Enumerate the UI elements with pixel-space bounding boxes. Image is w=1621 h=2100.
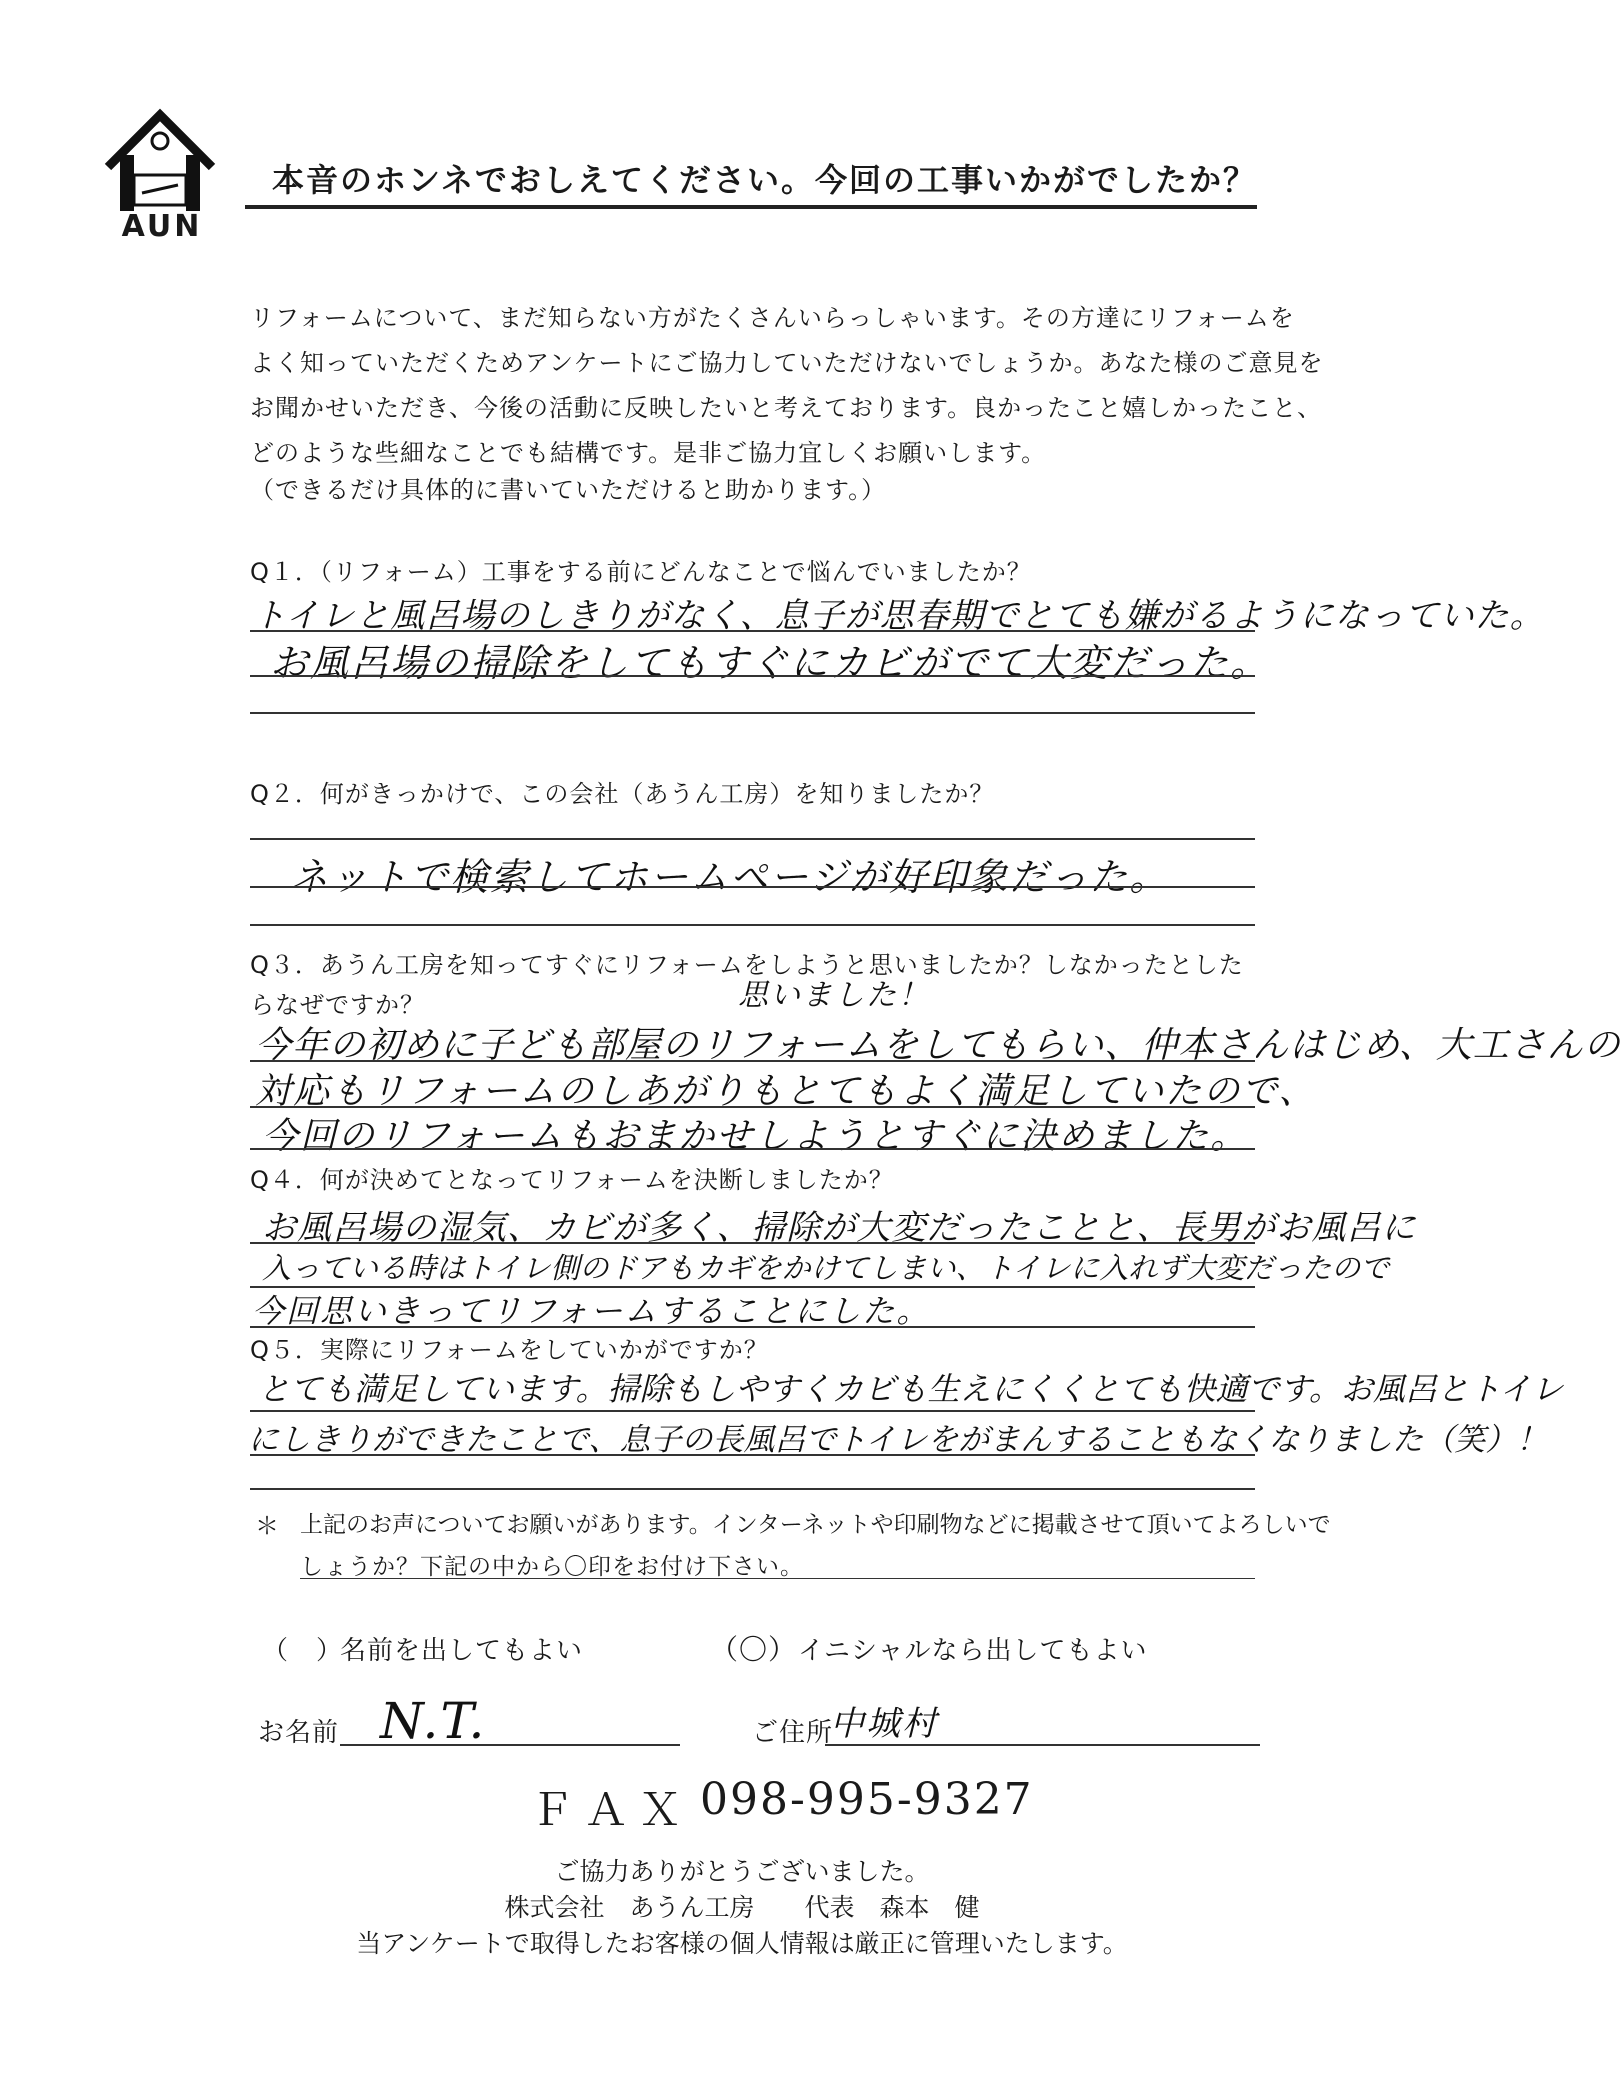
answer-rule <box>250 1242 1255 1244</box>
name-label: お名前 <box>258 1718 340 1748</box>
answer-3-line: 今回のリフォームもおまかせしようとすぐに決めました。 <box>262 1116 1249 1157</box>
intro-line: よく知っていただくためアンケートにご協力していただけないでしょうか。あなた様のご意見を <box>250 349 1324 377</box>
answer-rule <box>250 1488 1255 1490</box>
name-field-underline <box>340 1744 680 1746</box>
fax-label: ＦＡＸ <box>530 1785 692 1836</box>
name-value[interactable]: N.T. <box>380 1692 487 1750</box>
answer-rule <box>250 924 1255 926</box>
intro-line: どのような些細なことでも結構です。是非ご協力宜しくお願いします。 <box>250 439 1047 467</box>
address-label: ご住所 <box>752 1718 834 1748</box>
question-3: Q３．あうん工房を知ってすぐにリフォームをしようと思いましたか？しなかったとした <box>250 951 1244 979</box>
answer-3-note: 思いました！ <box>738 978 930 1013</box>
question-1: Q１．（リフォーム）工事をする前にどんなことで悩んでいましたか？ <box>250 558 1032 586</box>
question-4: Q４．何が決めてとなってリフォームを決断しましたか？ <box>250 1166 894 1194</box>
answer-rule <box>250 838 1255 840</box>
permission-underline <box>300 1578 1255 1579</box>
question-2: Q２．何がきっかけで、この会社（あうん工房）を知りましたか？ <box>250 780 995 808</box>
address-value[interactable]: 中城村 <box>830 1704 938 1744</box>
answer-5-line: とても満足しています。掃除もしやすくカビも生えにくくとても快適です。お風呂とトイレ <box>258 1370 1564 1408</box>
answer-rule <box>250 712 1255 714</box>
answer-3-line: 今年の初めに子ども部屋のリフォームをしてもらい、仲本さんはじめ、大工さんの <box>255 1025 1621 1066</box>
option-initials-checkbox[interactable]: （〇） <box>710 1633 798 1666</box>
answer-rule <box>250 1148 1255 1150</box>
address-field-underline <box>825 1744 1260 1746</box>
answer-rule <box>250 1060 1255 1062</box>
answer-rule <box>250 886 1255 888</box>
answer-rule <box>250 1326 1255 1328</box>
permission-line: しょうか？下記の中から〇印をお付け下さい。 <box>300 1554 804 1580</box>
intro-line: （できるだけ具体的に書いていただけると助かります。） <box>250 476 887 504</box>
permission-line: 上記のお声についてお願いがあります。インターネットや印刷物などに掲載させて頂いてよろしいで <box>300 1512 1331 1538</box>
company-logo <box>100 105 220 245</box>
answer-rule <box>250 675 1255 677</box>
fax-number: 098-995-9327 <box>700 1774 1034 1825</box>
answer-4-line: 入っている時はトイレ側のドアもカギをかけてしまい、トイレに入れず大変だったので <box>262 1251 1390 1285</box>
answer-1-line: トイレと風呂場のしきりがなく、息子が思春期でとても嫌がるようになっていた。 <box>252 596 1545 636</box>
answer-5-line: にしきりができたことで、息子の長風呂でトイレをがまんすることもなくなりました（笑）！ <box>248 1422 1548 1458</box>
option-name-checkbox[interactable]: （ ） <box>262 1636 344 1666</box>
answer-2-line: ネットで検索してホームページが好印象だった。 <box>290 855 1170 899</box>
answer-1-line: お風呂場の掃除をしてもすぐにカビがでて大変だった。 <box>270 641 1271 685</box>
logo-text: AUN <box>121 209 203 244</box>
option-initials-label: イニシャルなら出してもよい <box>798 1636 1148 1666</box>
privacy-notice: 当アンケートで取得したお客様の個人情報は厳正に管理いたします。 <box>356 1929 1128 1958</box>
company-info: 株式会社 あうん工房 代表 森本 健 <box>504 1893 980 1922</box>
intro-line: お聞かせいただき、今後の活動に反映したいと考えております。良かったこと嬉しかったこと、 <box>250 394 1323 422</box>
question-3: らなぜですか？ <box>250 991 425 1019</box>
intro-line: リフォームについて、まだ知らない方がたくさんいらっしゃいます。その方達にリフォームを <box>250 304 1295 332</box>
title-underline <box>245 205 1257 209</box>
answer-rule <box>250 1410 1255 1412</box>
page-title: 本音のホンネでおしえてください。今回の工事いかがでしたか？ <box>272 161 1258 199</box>
option-name-label: 名前を出してもよい <box>340 1636 584 1666</box>
answer-rule <box>250 1454 1255 1456</box>
question-5: Q５．実際にリフォームをしていかがですか？ <box>250 1336 769 1364</box>
permission-star: ＊ <box>255 1512 280 1540</box>
answer-4-line: お風呂場の湿気、カビが多く、掃除が大変だったことと、長男がお風呂に <box>262 1208 1417 1248</box>
answer-4-line: 今回思いきってリフォームすることにした。 <box>252 1292 931 1330</box>
thanks-text: ご協力ありがとうございました。 <box>554 1857 930 1886</box>
answer-3-line: 対応もリフォームのしあがりもとてもよく満足していたので、 <box>255 1071 1317 1112</box>
